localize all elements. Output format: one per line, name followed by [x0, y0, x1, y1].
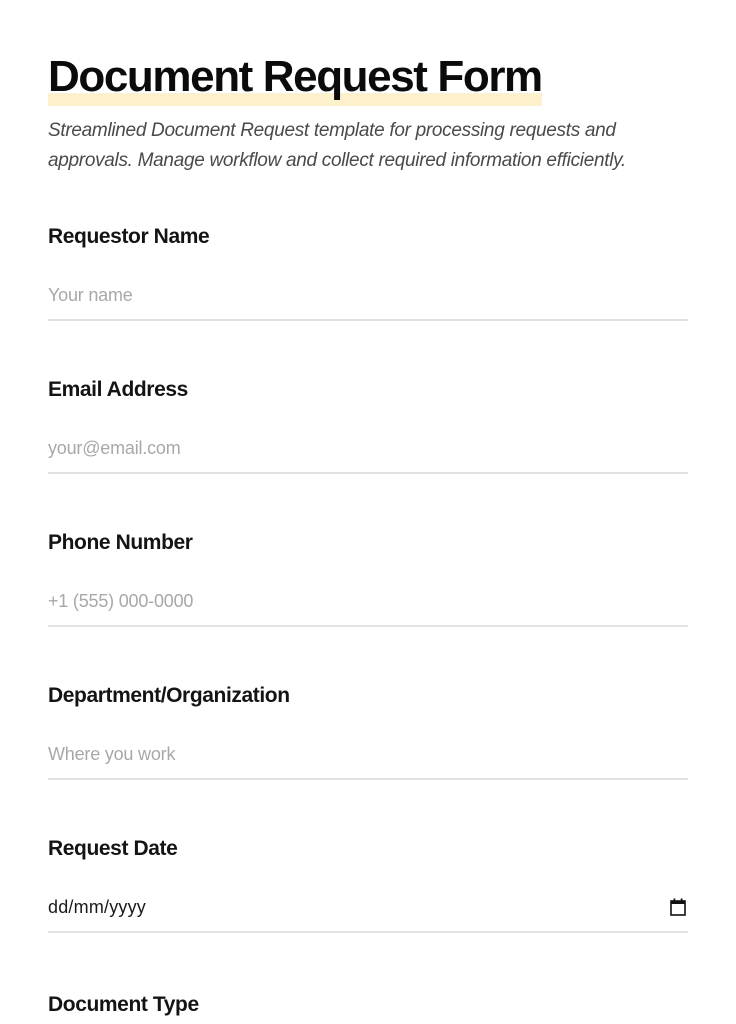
department-label: Department/Organization [48, 684, 290, 707]
phone-number-label: Phone Number [48, 531, 193, 554]
email-input[interactable] [48, 436, 688, 474]
phone-input[interactable] [48, 589, 688, 627]
request-date-label: Request Date [48, 837, 178, 860]
field-department [48, 682, 688, 780]
form-description: Streamlined Document Request template for processing requests and approvals. Manage workflow and collect required information efficiently. [48, 120, 626, 171]
requestor-name-label: Requestor Name [48, 225, 210, 248]
field-email-address [48, 376, 688, 474]
field-phone-number [48, 529, 688, 627]
email-placeholder: your@email.com [48, 437, 181, 458]
email-address-label: Email Address [48, 378, 188, 401]
calendar-icon[interactable] [670, 898, 686, 916]
request-date-placeholder: dd/mm/yyyy [48, 896, 147, 917]
request-date-input[interactable] [48, 895, 688, 933]
field-requestor-name [48, 223, 688, 321]
document-type-label: Document Type [48, 993, 199, 1016]
department-placeholder: Where you work [48, 743, 176, 764]
field-document-type [48, 991, 688, 1019]
title-wrap [48, 51, 542, 103]
field-request-date [48, 835, 688, 933]
department-input[interactable] [48, 742, 688, 780]
requestor-name-placeholder: Your name [48, 284, 133, 305]
phone-placeholder: +1 (555) 000-0000 [48, 590, 194, 611]
requestor-name-input[interactable] [48, 283, 688, 321]
page-title: Document Request Form [48, 52, 542, 101]
